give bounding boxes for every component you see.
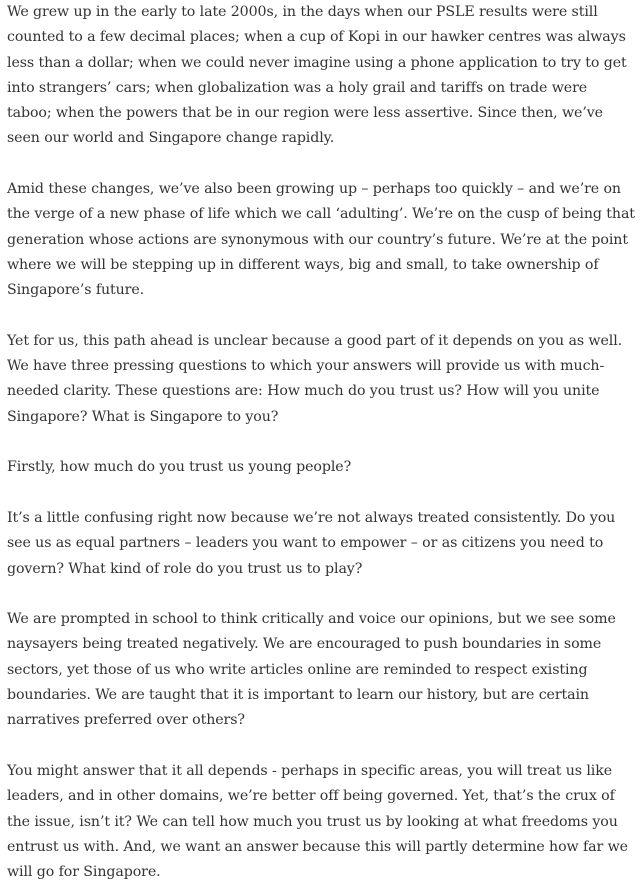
paragraph-adulting: Amid these changes, we’ve also been growing up – perhaps too quickly – and we’re on the verge of a new phase of life which we call ‘adulting’. We’re on the cusp of being that generation whose actions are synonymous with our country’s future. We’re at the point where we will be stepping up in different ways, big and small, to take ownership of Singapore’s future.: [7, 181, 635, 299]
paragraph-boundaries: We are prompted in school to think critically and voice our opinions, but we see some naysayers being treated negatively. We are encouraged to push boundaries in some sectors, yet those of us who write articles online are reminded to respect existing boundaries. We are taught that it is important to learn our history, but are certain narratives preferred over others?: [7, 611, 616, 729]
paragraph-growing-up-2000s: We grew up in the early to late 2000s, in the days when our PSLE results were still counted to a few decimal places; when a cup of Kopi in our hawker centres was always less than a dollar; when we could never imagine using a phone application to try to get into strangers’ cars; when globalization was a holy grail and tariffs on trade were taboo; when the powers that be in our region were less assertive. Since then, we’ve seen our world and Singapore change rapidly.: [7, 4, 627, 147]
paragraph-treated-consistently: It’s a little confusing right now because we’re not always treated consistently. Do you see us as equal partners – leaders you want to empower – or as citizens you need to govern? What kind of role do you trust us to play?: [7, 509, 616, 577]
paragraph-it-depends: You might answer that it all depends - perhaps in specific areas, you will treat us like leaders, and in other domains, we’re better off being governed. Yet, that’s the crux of the issue, isn’t it? We can tell how much you trust us by looking at what freedoms you entrust us with. And, we want an answer because this will partly determine how far we will go for Singapore.: [7, 762, 628, 881]
paragraph-trust-question: Firstly, how much do you trust us young people?: [7, 459, 352, 476]
paragraph-three-questions: Yet for us, this path ahead is unclear because a good part of it depends on you as well. We have three pressing questions to which your answers will provide us with much-needed clarity. These questions are: How much do you trust us? How will you unite Singapore? What is Singapore to you?: [7, 332, 623, 425]
